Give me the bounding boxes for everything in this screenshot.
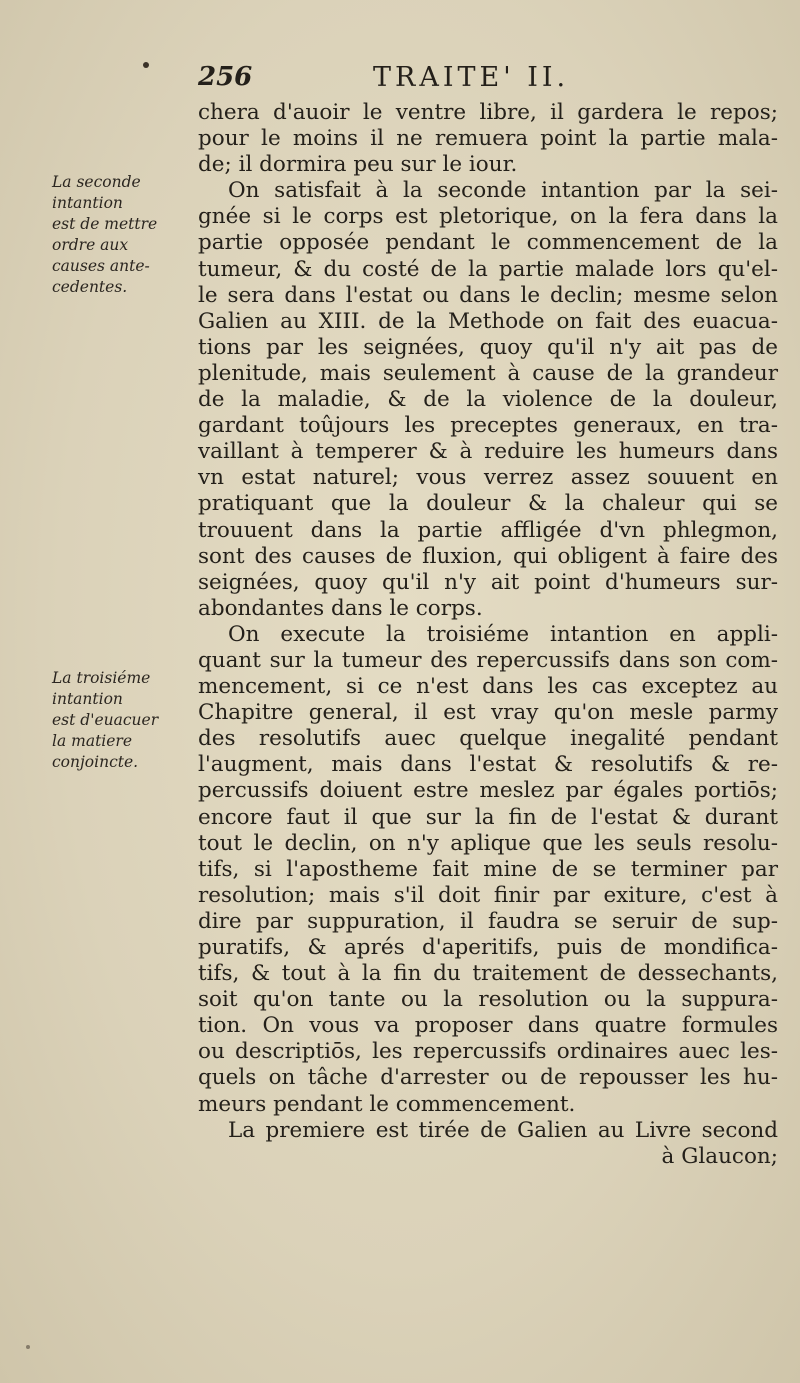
text-line: tions par les seignées, quoy qu'il n'y ait pas de [198, 334, 778, 360]
text-line: seignées, quoy qu'il n'y ait point d'humeurs sur- [198, 569, 778, 595]
text-line: de; il dormira peu sur le iour. [198, 152, 518, 178]
marginal-line: est d'euacuer [52, 711, 159, 729]
marginal-line: intantion [52, 194, 123, 212]
running-head: TRAITE' II. [373, 62, 570, 93]
ink-spot [143, 62, 149, 68]
text-line: gardant toûjours les preceptes generaux, en tra- [198, 413, 778, 439]
text-line: ou descriptiōs, les repercussifs ordinaires auec les- [198, 1039, 778, 1065]
text-line: partie opposée pendant le commencement de la [198, 230, 778, 256]
text-line: Chapitre general, il est vray qu'on mesle parmy [198, 700, 778, 726]
text-line: tifs, si l'apostheme fait mine de se terminer par [198, 856, 778, 882]
text-line: gnée si le corps est pletorique, on la fera dans la [198, 204, 778, 230]
marginal-line: causes ante- [52, 257, 150, 275]
text-line: pour le moins il ne remuera point la partie mala- [198, 126, 778, 152]
text-line: abondantes dans le corps. [198, 595, 483, 621]
marginal-note-second-intention [52, 172, 192, 298]
ink-spot [26, 1345, 30, 1349]
text-line: tumeur, & du costé de la partie malade lors qu'el- [198, 256, 778, 282]
text-line: le sera dans l'estat ou dans le declin; mesme selon [198, 282, 778, 308]
catchword: à Glaucon; [661, 1143, 778, 1169]
text-line: sont des causes de fluxion, qui obligent à faire des [198, 543, 778, 569]
text-line: La premiere est tirée de Galien au Livre second [228, 1117, 778, 1143]
marginal-line: est de mettre [52, 215, 158, 233]
text-line: tout le declin, on n'y aplique que les seuls resolu- [198, 830, 778, 856]
text-line: On satisfait à la seconde intantion par la sei- [228, 178, 778, 204]
text-line: quels on tâche d'arrester ou de repousser les hu- [198, 1065, 778, 1091]
page-number: 256 [198, 62, 253, 92]
page-header [198, 62, 778, 96]
text-line: chera d'auoir le ventre libre, il gardera le repos; [198, 100, 778, 125]
text-line: tion. On vous va proposer dans quatre formules [198, 1013, 778, 1039]
marginal-line: la matiere [52, 732, 133, 750]
text-line: meurs pendant le commencement. [198, 1091, 576, 1117]
text-line: percussifs doiuent estre meslez par égales portiōs; [198, 778, 778, 804]
marginal-line: La troisiéme [52, 669, 151, 687]
text-line: dire par suppuration, il faudra se seruir de sup- [198, 908, 778, 934]
text-line: quant sur la tumeur des repercussifs dans son com- [198, 647, 778, 673]
body-text [198, 100, 778, 1170]
marginal-note-third-intention [52, 668, 192, 773]
text-line: trouuent dans la partie affligée d'vn phlegmon, [198, 517, 778, 543]
marginal-line: cedentes. [52, 278, 128, 296]
text-line: vaillant à temperer & à reduire les humeurs dans [198, 439, 778, 465]
marginal-line: intantion [52, 690, 123, 708]
marginal-line: La seconde [52, 173, 141, 191]
text-line: encore faut il que sur la fin de l'estat & durant [198, 804, 778, 830]
text-line: tifs, & tout à la fin du traitement de dessechants, [198, 961, 778, 987]
text-line: de la maladie, & de la violence de la douleur, [198, 387, 778, 413]
text-line: vn estat naturel; vous verrez assez souuent en [198, 465, 778, 491]
text-line: plenitude, mais seulement à cause de la grandeur [198, 360, 778, 386]
text-line: Galien au XIII. de la Methode on fait des euacua- [198, 308, 778, 334]
marginal-line: ordre aux [52, 236, 129, 254]
text-line: des resolutifs auec quelque inegalité pendant [198, 726, 778, 752]
marginal-line: conjoincte. [52, 753, 139, 771]
text-line: pratiquant que la douleur & la chaleur qui se [198, 491, 778, 517]
text-line: l'augment, mais dans l'estat & resolutifs & re- [198, 752, 778, 778]
text-line: puratifs, & aprés d'aperitifs, puis de mondifica- [198, 935, 778, 960]
text-line: soit qu'on tante ou la resolution ou la suppura- [198, 987, 778, 1013]
text-line: On execute la troisiéme intantion en appli- [228, 621, 778, 647]
text-line: mencement, si ce n'est dans les cas exceptez au [198, 674, 778, 700]
text-line: resolution; mais s'il doit finir par exiture, c'est à [198, 882, 778, 908]
